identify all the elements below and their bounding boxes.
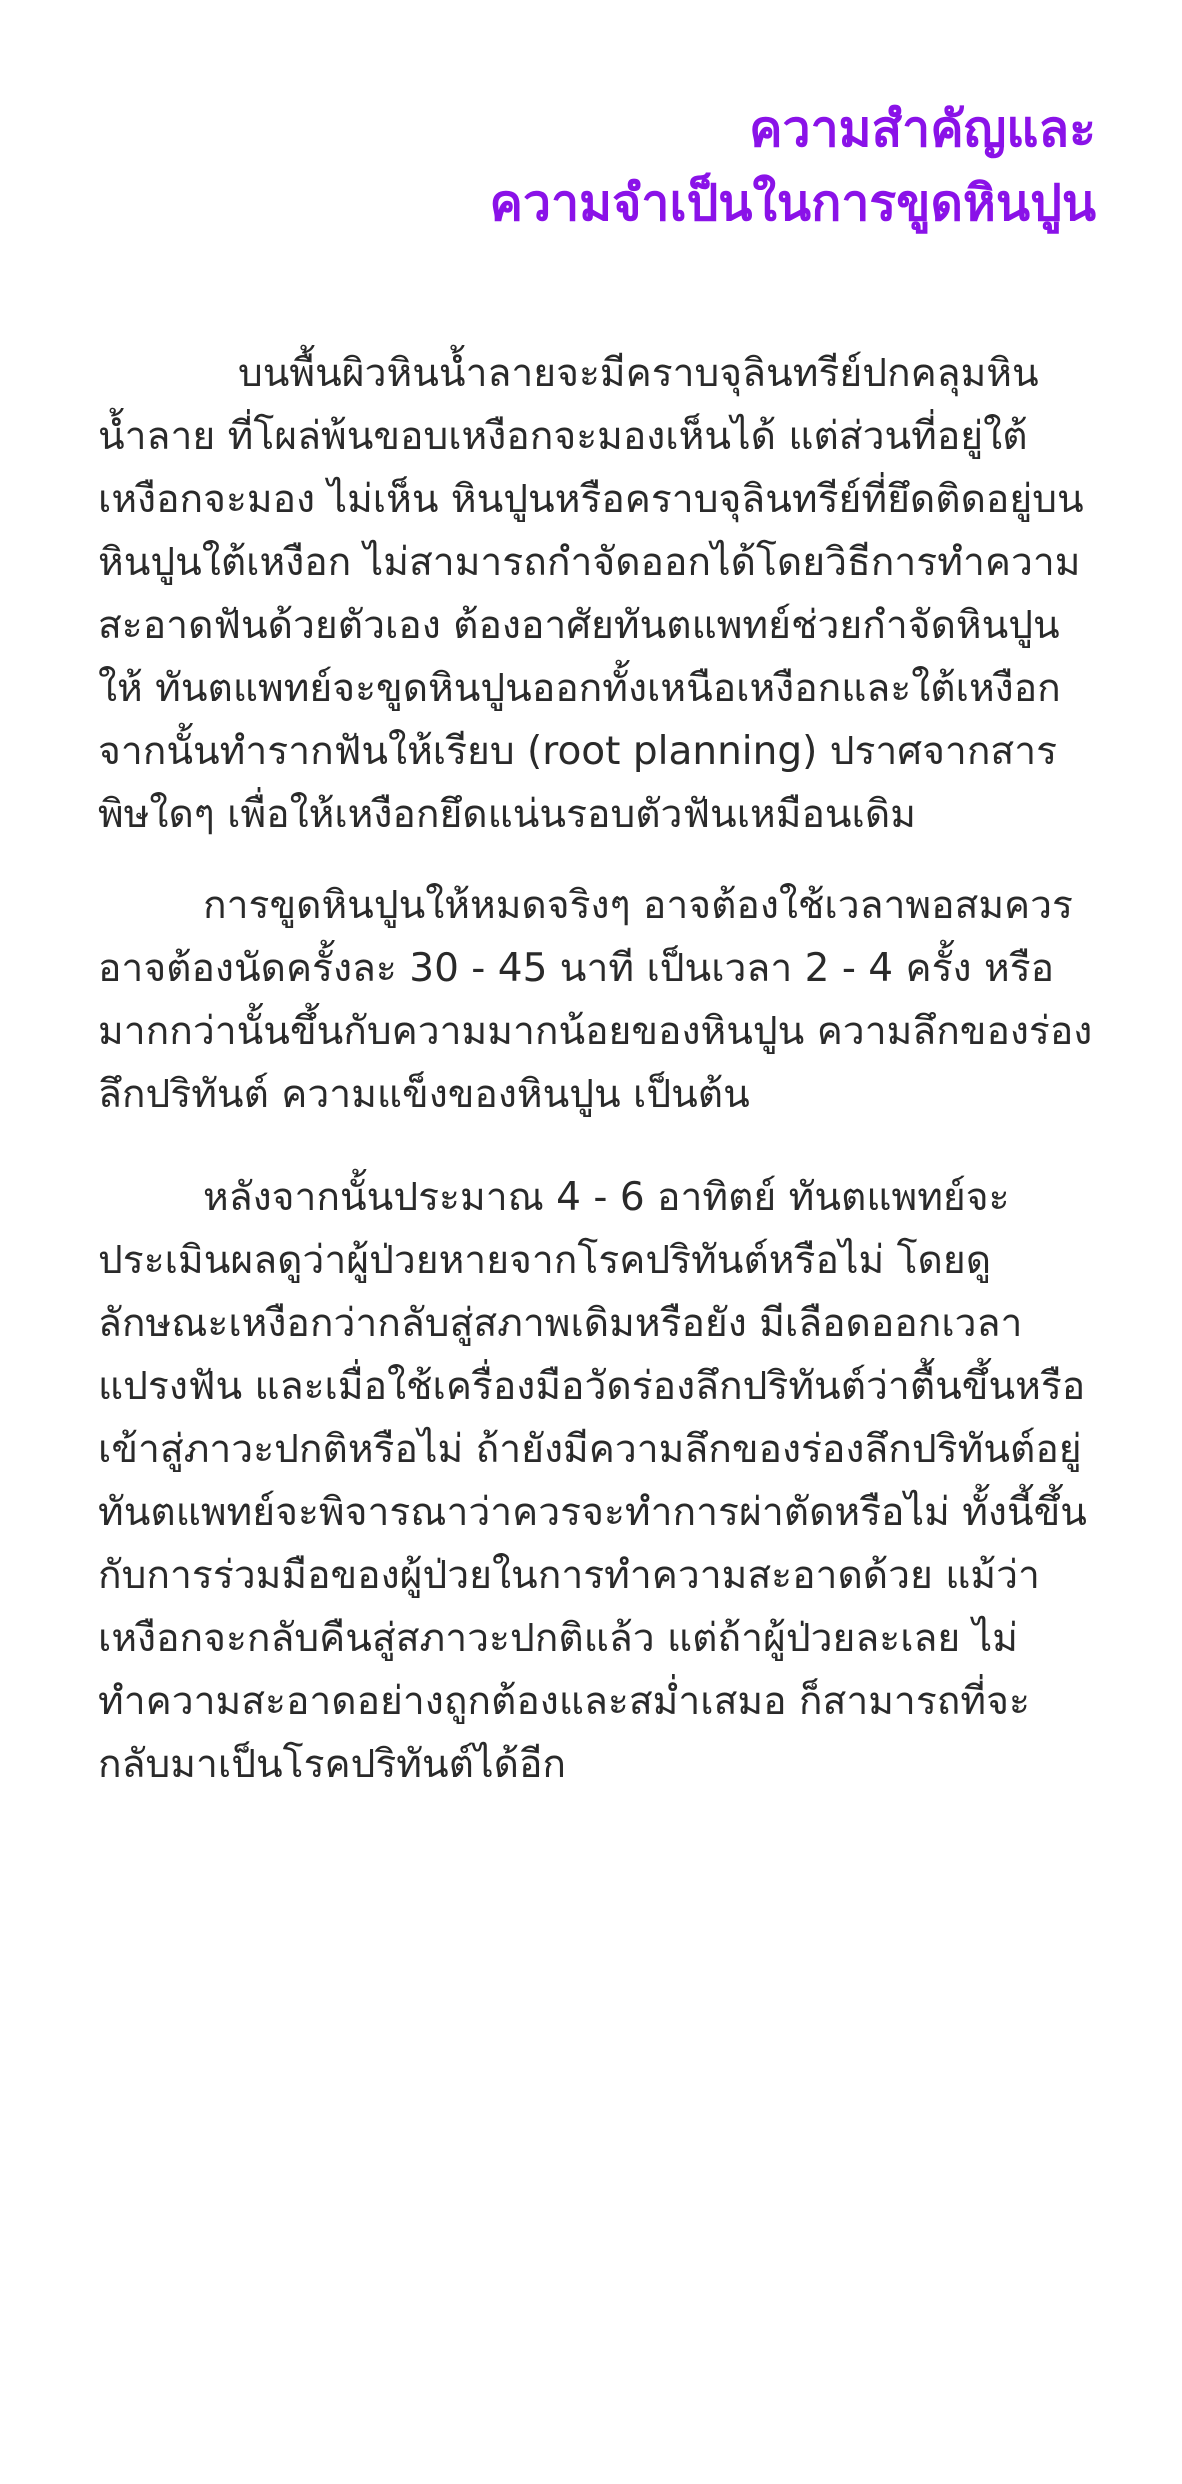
title-line-2: ความจำเป็นในการขูดหินปูน bbox=[489, 174, 1096, 232]
title-line-1: ความสำคัญและ bbox=[749, 100, 1096, 158]
paragraph-2: การขูดหินปูนให้หมดจริงๆ อาจต้องใช้เวลาพอสมควร อาจต้องนัดครั้งละ 30 - 45 นาที เป็นเวลา 2 - 4 ครั้ง หรือมากกว่านั้นขึ้นกับความมากน้อยของหินปูน ความลึกของร่องลึกปริทันต์ ความแข็งของหินปูน เป็นต้น bbox=[98, 883, 1093, 1117]
article-body bbox=[98, 342, 1098, 1796]
paragraph-3: หลังจากนั้นประมาณ 4 - 6 อาทิตย์ ทันตแพทย์จะประเมินผลดูว่าผู้ป่วยหายจากโรคปริทันต์หรือไม่ โดยดูลักษณะเหงือกว่ากลับสู่สภาพเดิมหรือยัง มีเลือดออกเวลาแปรงฟัน และเมื่อใช้เครื่องมือวัดร่องลึกปริทันต์ว่าตื้นขึ้นหรือเข้าสู่ภาวะปกติหรือไม่ ถ้ายังมีความลึกของร่องลึกปริทันต์อยู่ ทันตแพทย์จะพิจารณาว่าควรจะทำการผ่าตัดหรือไม่ ทั้งนี้ขึ้นกับการร่วมมือของผู้ป่วยในการทำความสะอาดด้วย แม้ว่าเหงือกจะกลับคืนสู่สภาวะปกติแล้ว แต่ถ้าผู้ป่วยละเลย ไม่ทำความสะอาดอย่างถูกต้องและสม่ำเสมอ ก็สามารถที่จะกลับมาเป็นโรคปริทันต์ได้อีก bbox=[98, 1175, 1087, 1787]
page-title bbox=[96, 92, 1096, 240]
paragraph-1: บนพื้นผิวหินน้ำลายจะมีคราบจุลินทรีย์ปกคลุมหินน้ำลาย ที่โผล่พ้นขอบเหงือกจะมองเห็นได้ แต่ส่วนที่อยู่ใต้เหงือกจะมอง ไม่เห็น หินปูนหรือคราบจุลินทรีย์ที่ยึดติดอยู่บนหินปูนใต้เหงือก ไม่สามารถกำจัดออกได้โดยวิธีการทำความสะอาดฟันด้วยตัวเอง ต้องอาศัยทันตแพทย์ช่วยกำจัดหินปูนให้ ทันตแพทย์จะขูดหินปูนออกทั้งเหนือเหงือกและใต้เหงือก จากนั้นทำรากฟันให้เรียบ (root planning) ปราศจากสารพิษใดๆ เพื่อให้เหงือกยึดแน่นรอบตัวฟันเหมือนเดิม bbox=[98, 351, 1084, 837]
